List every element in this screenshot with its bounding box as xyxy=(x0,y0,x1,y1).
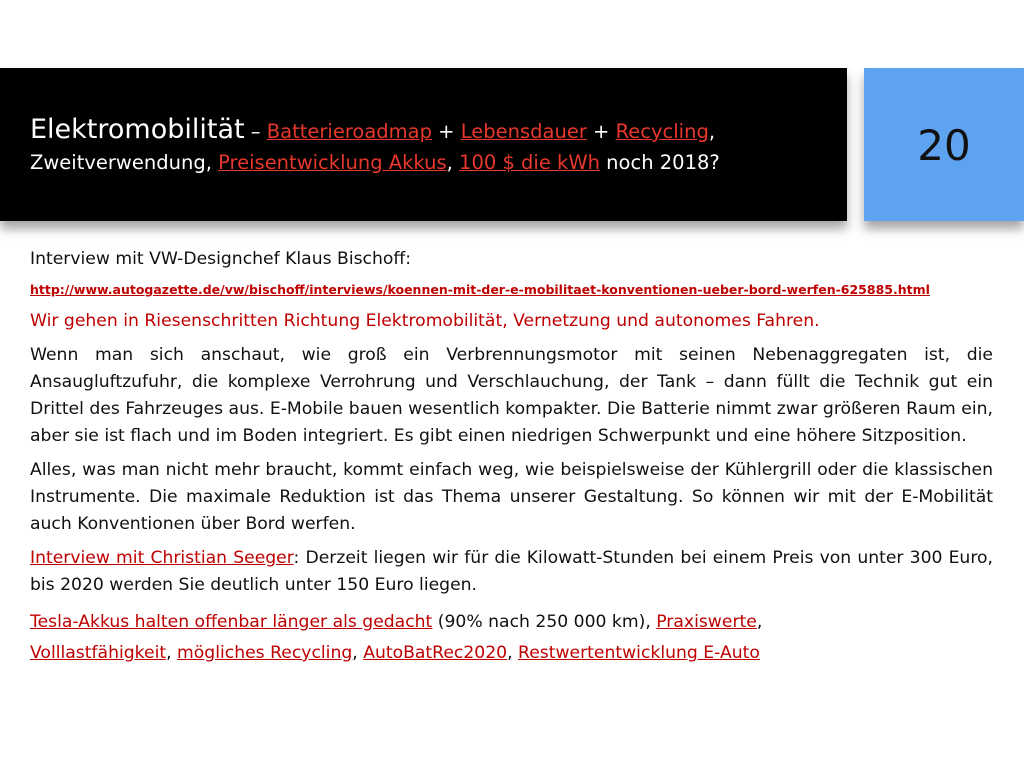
batterieroadmap-link[interactable]: Batterieroadmap xyxy=(266,120,432,143)
slide-title xyxy=(30,114,840,178)
restwertentwicklung-link[interactable]: Restwertentwicklung E-Auto xyxy=(518,643,760,663)
title-plus-1: + xyxy=(431,120,461,143)
preisentwicklung-link[interactable]: Preisentwicklung Akkus xyxy=(218,151,447,174)
paragraph-seeger xyxy=(30,545,993,599)
title-comma-2: , xyxy=(446,151,460,174)
links-sep-3: , xyxy=(507,643,519,663)
title-dash: – xyxy=(244,120,267,143)
title-plus-2: + xyxy=(586,120,616,143)
moegliches-recycling-link[interactable]: mögliches Recycling xyxy=(177,643,353,663)
source-url-link[interactable]: http://www.autogazette.de/vw/bischoff/interviews/koennen-mit-der-e-mobilitaet-konventionen-ueber-bord-werfen-625885.html xyxy=(30,282,930,297)
title-zweitverwendung: Zweitverwendung, xyxy=(30,151,219,174)
quote-highlight: Wir gehen in Riesenschritten Richtung Elektromobilität, Vernetzung und autonomes Fahren. xyxy=(30,311,820,331)
links-sep-1: , xyxy=(166,643,178,663)
source-url-paragraph xyxy=(30,281,993,299)
paragraph-design: Alles, was man nicht mehr braucht, kommt einfach weg, wie beispielsweise der Kühlergrill oder die klassischen Instrumente. Die maximale Reduktion ist das Thema unserer Gestaltung. So können wir mit der E-Mobilität auch Konventionen über Bord werfen. xyxy=(30,460,993,534)
hundred-dollar-kwh-link[interactable]: 100 $ die kWh xyxy=(459,151,600,174)
seeger-text: : Derzeit liegen wir für die Kilowatt-Stunden bei einem Preis von unter 300 Euro, bis 2020 werden Sie deutlich unter 150 Euro liegen. xyxy=(30,548,993,595)
title-noch: noch 2018? xyxy=(599,151,720,174)
volllastfaehigkeit-link[interactable]: Volllastfähigkeit xyxy=(30,643,167,663)
tesla-akkus-link[interactable]: Tesla-Akkus halten offenbar länger als gedacht xyxy=(30,612,433,632)
slide-number: 20 xyxy=(917,121,971,170)
interview-heading: Interview mit VW-Designchef Klaus Bischoff: xyxy=(30,249,412,269)
links-row-1 xyxy=(30,609,993,636)
seeger-interview-link[interactable]: Interview mit Christian Seeger xyxy=(30,548,294,568)
title-comma-1: , xyxy=(708,120,716,143)
tesla-note: (90% nach 250 000 km), xyxy=(432,612,657,632)
autobatrec2020-link[interactable]: AutoBatRec2020 xyxy=(363,643,508,663)
title-main: Elektromobilität xyxy=(30,114,245,145)
recycling-link[interactable]: Recycling xyxy=(615,120,709,143)
paragraph-engine: Wenn man sich anschaut, wie groß ein Verbrennungsmotor mit seinen Nebenaggregaten ist, die Ansaugluftzufuhr, die komplexe Verrohrung und Verschlauchung, der Tank – dann füllt die Technik gut ein Drittel des Fahrzeuges aus. E-Mobile bauen wesentlich kompakter. Die Batterie nimmt zwar größeren Raum ein, aber sie ist flach und im Boden integriert. Es gibt einen niedrigen Schwerpunkt und eine höhere Sitzposition. xyxy=(30,345,993,446)
links-row-1-trail: , xyxy=(756,612,763,632)
praxiswerte-link[interactable]: Praxiswerte xyxy=(656,612,757,632)
links-row-2 xyxy=(30,640,993,667)
lebensdauer-link[interactable]: Lebensdauer xyxy=(460,120,587,143)
slide-body xyxy=(30,246,993,667)
links-sep-2: , xyxy=(352,643,364,663)
